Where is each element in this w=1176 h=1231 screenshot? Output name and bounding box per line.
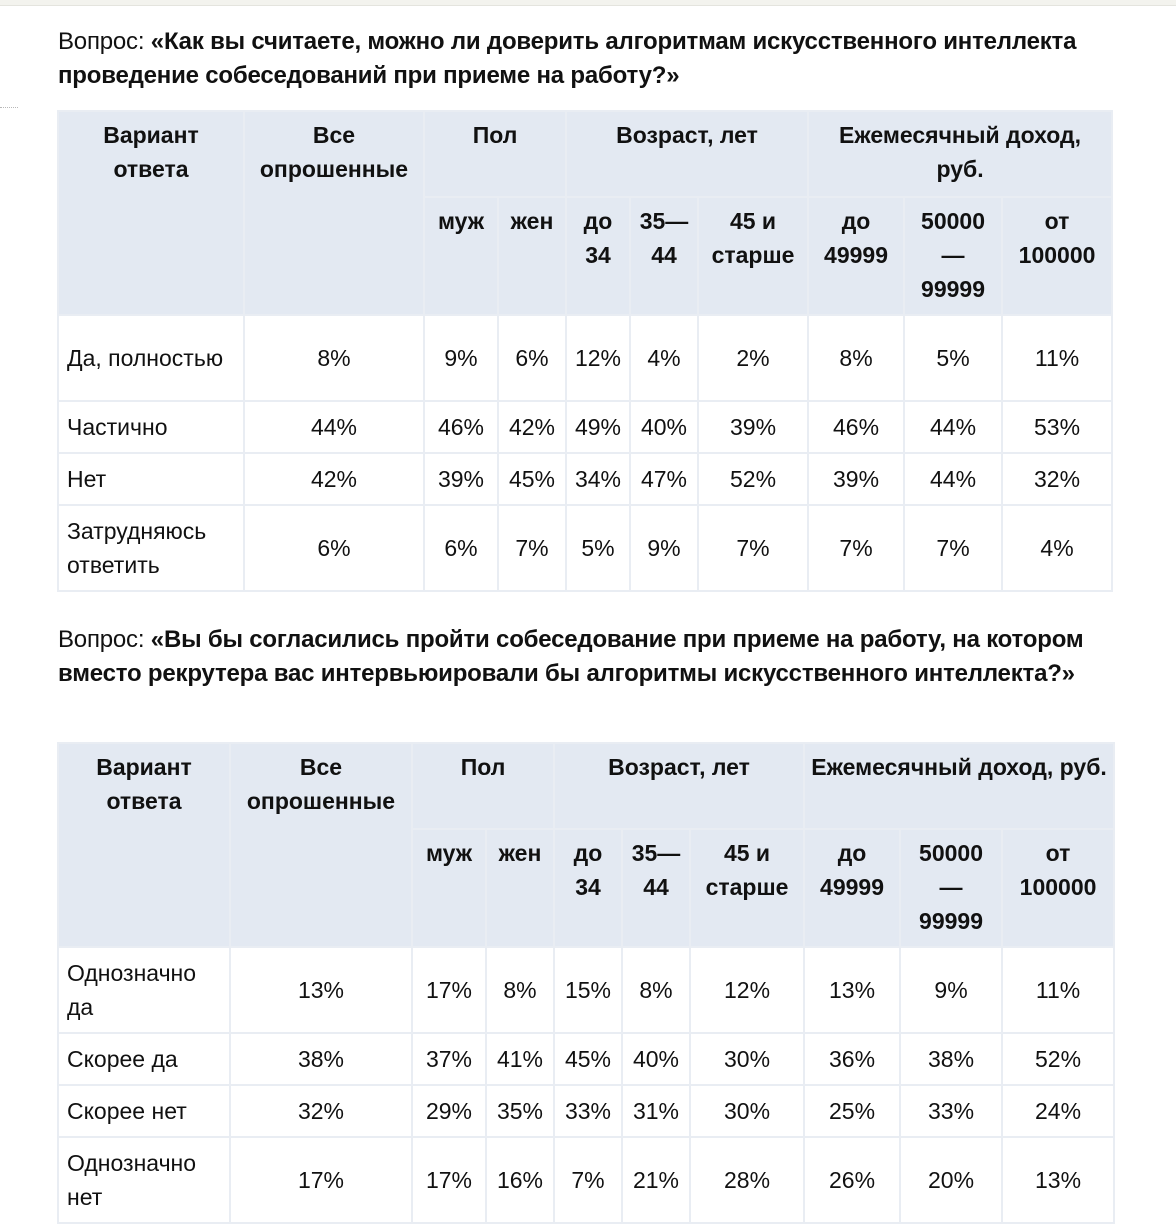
value-cell: 4% (630, 315, 698, 401)
table-row (58, 505, 1112, 591)
question-1 (58, 25, 1118, 93)
header-age: Возраст, лет (554, 743, 804, 829)
header-gender: Пол (412, 743, 554, 829)
value-cell: 5% (904, 315, 1002, 401)
header-answer: Вариант ответа (58, 743, 230, 947)
value-cell: 2% (698, 315, 808, 401)
value-cell: 12% (690, 947, 804, 1033)
header-female: жен (498, 197, 566, 315)
header-age-35-44: 35— 44 (622, 829, 690, 947)
header-income-high: от 100000 (1002, 197, 1112, 315)
value-cell: 49% (566, 401, 630, 453)
table-row (58, 315, 1112, 401)
table-row (58, 947, 1114, 1033)
survey-table-2 (57, 742, 1115, 1224)
value-cell: 44% (904, 453, 1002, 505)
header-income-mid: 50000 — 99999 (904, 197, 1002, 315)
value-cell: 17% (412, 947, 486, 1033)
header-age-45-plus: 45 и старше (690, 829, 804, 947)
header-male: муж (424, 197, 498, 315)
value-cell: 32% (1002, 453, 1112, 505)
value-cell: 13% (1002, 1137, 1114, 1223)
header-female: жен (486, 829, 554, 947)
value-cell: 31% (622, 1085, 690, 1137)
value-cell: 7% (808, 505, 904, 591)
value-cell: 32% (230, 1085, 412, 1137)
answer-cell: Нет (58, 453, 244, 505)
question-text: «Как вы считаете, можно ли доверить алгоритмам искусственного интеллекта проведение собеседований при приеме на работу?» (58, 28, 1077, 89)
value-cell: 34% (566, 453, 630, 505)
value-cell: 28% (690, 1137, 804, 1223)
value-cell: 29% (412, 1085, 486, 1137)
value-cell: 13% (804, 947, 900, 1033)
header-income-mid: 50000 — 99999 (900, 829, 1002, 947)
value-cell: 37% (412, 1033, 486, 1085)
answer-cell: Да, полностью (58, 315, 244, 401)
header-age-45-plus: 45 и старше (698, 197, 808, 315)
value-cell: 11% (1002, 947, 1114, 1033)
value-cell: 39% (698, 401, 808, 453)
value-cell: 45% (498, 453, 566, 505)
value-cell: 35% (486, 1085, 554, 1137)
value-cell: 52% (698, 453, 808, 505)
value-cell: 42% (244, 453, 424, 505)
header-income: Ежемесячный доход, руб. (804, 743, 1114, 829)
value-cell: 7% (904, 505, 1002, 591)
answer-cell: Скорее да (58, 1033, 230, 1085)
value-cell: 16% (486, 1137, 554, 1223)
value-cell: 42% (498, 401, 566, 453)
value-cell: 39% (808, 453, 904, 505)
value-cell: 13% (230, 947, 412, 1033)
value-cell: 25% (804, 1085, 900, 1137)
value-cell: 26% (804, 1137, 900, 1223)
header-all: Все опрошенные (244, 111, 424, 315)
header-age-35-44: 35— 44 (630, 197, 698, 315)
value-cell: 46% (424, 401, 498, 453)
answer-cell: Частично (58, 401, 244, 453)
table-row (58, 1033, 1114, 1085)
header-male: муж (412, 829, 486, 947)
value-cell: 44% (244, 401, 424, 453)
value-cell: 17% (412, 1137, 486, 1223)
question-text: «Вы бы согласились пройти собеседование при приеме на работу, на котором вместо рекрутера вас интервьюировали бы алгоритмы искусственного интеллекта?» (58, 626, 1084, 687)
value-cell: 24% (1002, 1085, 1114, 1137)
value-cell: 6% (498, 315, 566, 401)
value-cell: 52% (1002, 1033, 1114, 1085)
value-cell: 30% (690, 1085, 804, 1137)
value-cell: 8% (808, 315, 904, 401)
value-cell: 9% (900, 947, 1002, 1033)
top-bar (0, 0, 1176, 6)
value-cell: 5% (566, 505, 630, 591)
value-cell: 7% (498, 505, 566, 591)
value-cell: 15% (554, 947, 622, 1033)
value-cell: 30% (690, 1033, 804, 1085)
value-cell: 17% (230, 1137, 412, 1223)
value-cell: 38% (230, 1033, 412, 1085)
value-cell: 39% (424, 453, 498, 505)
value-cell: 33% (554, 1085, 622, 1137)
header-income-high: от 100000 (1002, 829, 1114, 947)
value-cell: 38% (900, 1033, 1002, 1085)
value-cell: 45% (554, 1033, 622, 1085)
value-cell: 8% (244, 315, 424, 401)
header-income-low: до 49999 (808, 197, 904, 315)
value-cell: 11% (1002, 315, 1112, 401)
answer-cell: Затрудняюсь ответить (58, 505, 244, 591)
header-income: Ежемесячный доход, руб. (808, 111, 1112, 197)
answer-cell: Однозначно нет (58, 1137, 230, 1223)
side-dots-decoration (0, 107, 18, 108)
value-cell: 46% (808, 401, 904, 453)
value-cell: 7% (554, 1137, 622, 1223)
value-cell: 53% (1002, 401, 1112, 453)
header-gender: Пол (424, 111, 566, 197)
value-cell: 21% (622, 1137, 690, 1223)
value-cell: 8% (622, 947, 690, 1033)
header-income-low: до 49999 (804, 829, 900, 947)
table-row (58, 401, 1112, 453)
value-cell: 41% (486, 1033, 554, 1085)
value-cell: 40% (622, 1033, 690, 1085)
header-answer: Вариант ответа (58, 111, 244, 315)
header-all: Все опрошенные (230, 743, 412, 947)
value-cell: 6% (244, 505, 424, 591)
value-cell: 4% (1002, 505, 1112, 591)
question-label: Вопрос: (58, 28, 151, 55)
header-age-under-34: до 34 (554, 829, 622, 947)
value-cell: 20% (900, 1137, 1002, 1223)
value-cell: 6% (424, 505, 498, 591)
survey-table-1 (57, 110, 1113, 592)
value-cell: 40% (630, 401, 698, 453)
table-row (58, 453, 1112, 505)
value-cell: 33% (900, 1085, 1002, 1137)
answer-cell: Скорее нет (58, 1085, 230, 1137)
value-cell: 36% (804, 1033, 900, 1085)
value-cell: 9% (424, 315, 498, 401)
value-cell: 8% (486, 947, 554, 1033)
question-2 (58, 623, 1118, 691)
table-row (58, 1085, 1114, 1137)
value-cell: 47% (630, 453, 698, 505)
value-cell: 7% (698, 505, 808, 591)
table-row (58, 1137, 1114, 1223)
value-cell: 12% (566, 315, 630, 401)
question-label: Вопрос: (58, 626, 151, 653)
header-age: Возраст, лет (566, 111, 808, 197)
value-cell: 44% (904, 401, 1002, 453)
header-age-under-34: до 34 (566, 197, 630, 315)
answer-cell: Однозначно да (58, 947, 230, 1033)
value-cell: 9% (630, 505, 698, 591)
